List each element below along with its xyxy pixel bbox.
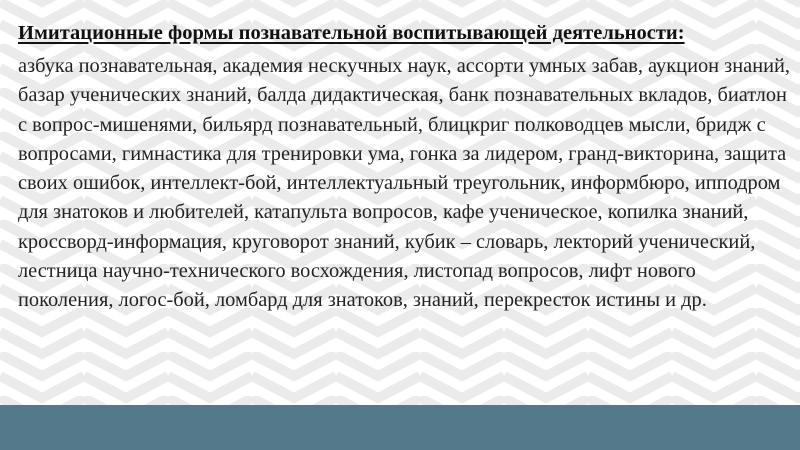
content-area [18,20,792,316]
footer-bar [0,405,800,450]
slide-heading: Имитационные формы познавательной воспитывающей деятельности: [18,22,685,44]
slide-body-text: азбука познавательная, академия нескучных наук, ассорти умных забав, аукцион знаний, базар ученических знаний, балда дидактическая, банк познавательных вкладов, биатлон с вопрос-мишенями, бильярд познавательный, блицкриг полководцев мысли, бридж с вопросами, гимнастика для тренировки ума, гонка за лидером, гранд-викторина, защита своих ошибок, интеллект-бой, интеллектуальный треугольник, информбюро, ипподром для знатоков и любителей, катапульта вопросов, кафе ученическое, копилка знаний, кроссворд-информация, круговорот знаний, кубик – словарь, лекторий ученический, лестница научно-технического восхождения, листопад вопросов, лифт нового поколения, логос-бой, ломбард для знатоков, знаний, перекресток истины и др. [18,55,791,312]
